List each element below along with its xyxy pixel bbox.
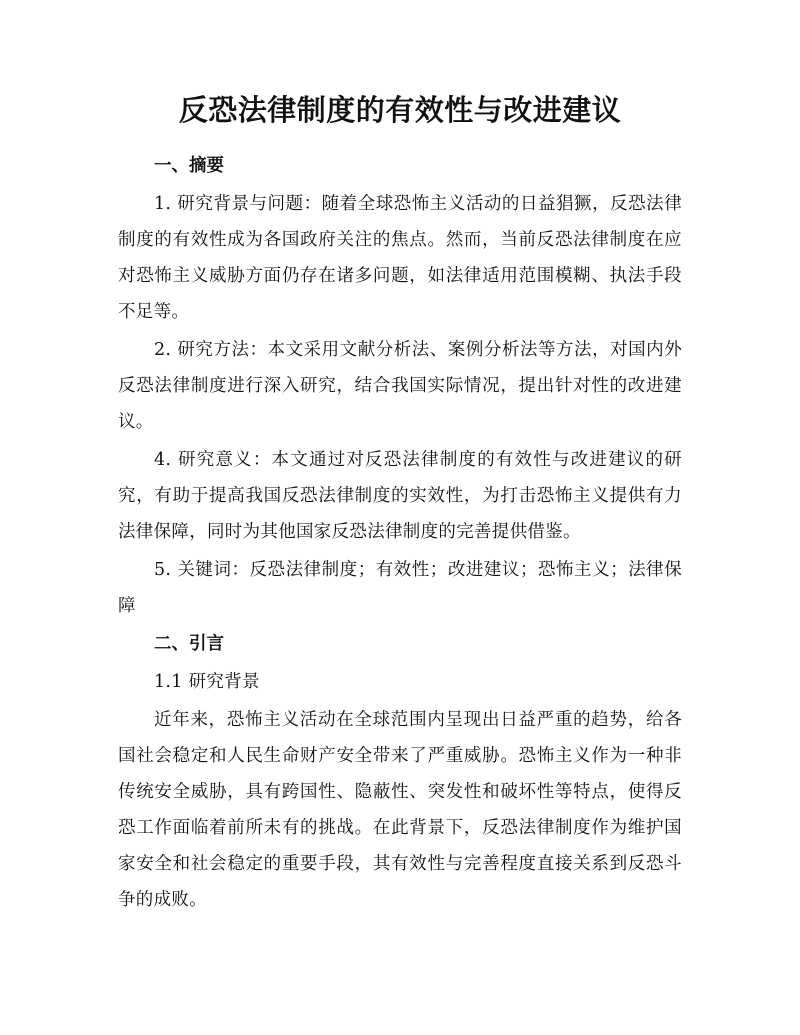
document-title: 反恐法律制度的有效性与改进建议: [178, 93, 622, 127]
section-heading-introduction: 二、引言: [154, 634, 224, 654]
section-heading-abstract: 一、摘要: [154, 156, 224, 176]
abstract-paragraph-significance: 4. 研究意义：本文通过对反恐法律制度的有效性与改进建议的研究，有助于提高我国反恐法律制度的实效性，为打击恐怖主义提供有力法律保障，同时为其他国家反恐法律制度的完善提供借鉴。: [118, 450, 682, 542]
abstract-paragraph-methods: 2. 研究方法：本文采用文献分析法、案例分析法等方法，对国内外反恐法律制度进行深入研究，结合我国实际情况，提出针对性的改进建议。: [118, 340, 682, 432]
section-introduction: [118, 626, 682, 918]
introduction-paragraph: 近年来，恐怖主义活动在全球范围内呈现出日益严重的趋势，给各国社会稳定和人民生命财产安全带来了严重威胁。恐怖主义作为一种非传统安全威胁，具有跨国性、隐蔽性、突发性和破坏性等特点，使得反恐工作面临着前所未有的挑战。在此背景下，反恐法律制度作为维护国家安全和社会稳定的重要手段，其有效性与完善程度直接关系到反恐斗争的成败。: [118, 710, 682, 910]
subsection-heading-research-background: 1.1 研究背景: [154, 672, 260, 692]
abstract-paragraph-keywords: 5. 关键词：反恐法律制度；有效性；改进建议；恐怖主义；法律保障: [118, 560, 682, 616]
section-abstract: [118, 148, 682, 624]
abstract-paragraph-background: 1. 研究背景与问题：随着全球恐怖主义活动的日益猖獗，反恐法律制度的有效性成为各国政府关注的焦点。然而，当前反恐法律制度在应对恐怖主义威胁方面仍存在诸多问题，如法律适用范围模糊、执法手段不足等。: [118, 194, 682, 322]
